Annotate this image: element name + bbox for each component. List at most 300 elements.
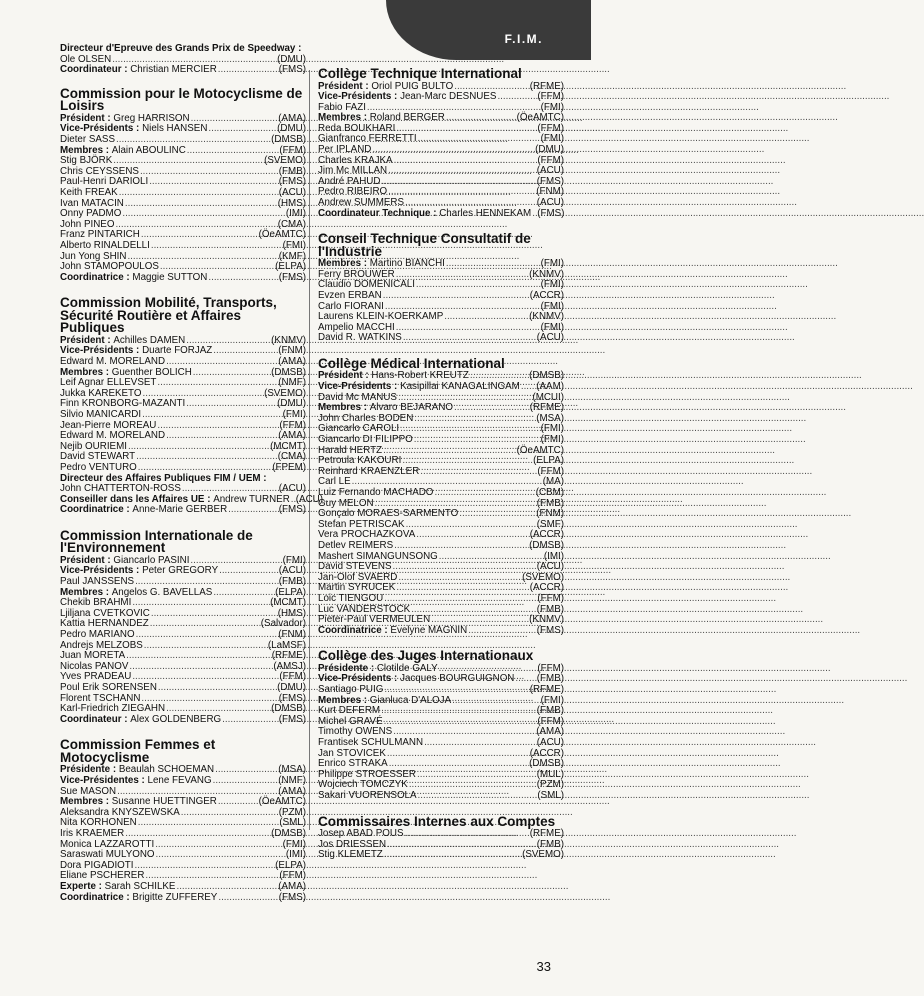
member-name: Jos DRIESSEN: [318, 838, 387, 850]
member-name: Silvio MANICARDI: [60, 408, 142, 420]
member-name: Vera PROCHAZKOVA: [318, 529, 416, 541]
dot-leader: [434, 488, 534, 499]
member-name: Luc VANDERSTOCK: [318, 603, 411, 615]
member-name: Reda BOUKHARI: [318, 122, 396, 134]
member-role: Président :: [60, 554, 111, 566]
member-name: David STEWART: [60, 451, 136, 463]
member-name: David Mc MANUS: [318, 391, 397, 403]
member-name: Jukka KAREKETO: [60, 387, 142, 399]
member-name: Paul-Henri DARIOLI: [60, 176, 149, 188]
member-name: Gianluca D'ALOJA: [369, 694, 452, 706]
member-federation: (FMS): [278, 176, 306, 188]
member-federation: (MCUI): [532, 391, 564, 403]
member-name: Niels HANSEN: [142, 123, 208, 135]
member-name: Andrew TURNER: [213, 493, 290, 505]
member-name: André PAHUD: [318, 175, 381, 187]
member-federation: (FFM): [279, 419, 306, 431]
member-role: Président :: [60, 334, 111, 346]
member-name: Stig BJÖRK: [60, 155, 113, 167]
dot-leader: [218, 65, 278, 76]
member-federation: (FMS): [278, 64, 306, 76]
member-federation: (ACU): [295, 493, 323, 505]
member-federation: (FMB): [278, 165, 306, 177]
member-federation: (LaMSF): [267, 639, 306, 651]
member-role: Membres :: [318, 112, 367, 124]
member-name: Pedro MARIANO: [60, 629, 135, 641]
member-row: [318, 541, 564, 552]
member-federation: (AMSJ): [273, 660, 306, 672]
member-role: Membres :: [318, 402, 367, 414]
member-row: [318, 209, 564, 220]
member-federation: (AMA): [278, 112, 306, 124]
member-name: Jun Yong SHIN: [60, 250, 127, 262]
member-name: Angelos G. BAVELLAS: [111, 586, 213, 598]
member-role: Coordinatrice :: [60, 504, 130, 516]
member-role: Coordinatrice :: [60, 271, 130, 283]
member-role: Coordinatrice :: [60, 891, 130, 903]
member-name: Nicolas PANOV: [60, 660, 129, 672]
member-name: John STAMOPOULOS: [60, 261, 159, 273]
commission-section: [318, 650, 564, 801]
member-federation: (FMB): [536, 497, 564, 509]
member-name: Jean-Marc DESNUES: [400, 91, 497, 103]
member-federation: (AMA): [536, 726, 564, 738]
member-name: Finn KRONBORG-MAZANTI: [60, 398, 186, 410]
member-role: Membres :: [318, 258, 367, 270]
member-name: Santiago PUIG: [318, 684, 384, 695]
section-title: Commission Femmes et Motocyclisme: [60, 737, 216, 765]
member-name: Aleksandra KNYSZEWSKA: [60, 806, 180, 818]
commission-section: [60, 527, 306, 726]
member-name: Dora PIGADIOTI: [60, 859, 134, 871]
member-federation: (FMI): [540, 300, 564, 312]
member-federation: (SVEMO): [522, 849, 564, 861]
member-federation: (RFME): [271, 650, 306, 662]
member-name: Ivan MATACIN: [60, 197, 124, 209]
section-title: Commission Internationale de l'Environnement: [60, 527, 253, 556]
member-name: Saraswati MULYONO: [60, 849, 155, 861]
member-federation: (ÖeAMTC): [258, 796, 306, 808]
member-row: [318, 850, 564, 861]
member-row: [60, 776, 306, 787]
member-federation: (KNMV): [529, 614, 564, 626]
dot-leader: [394, 541, 528, 552]
member-federation: (FFM): [537, 465, 564, 477]
member-federation: (ACU): [536, 197, 564, 209]
member-name: Alain ABOULINC: [111, 144, 186, 156]
member-federation: (NMF): [278, 774, 306, 786]
member-name: Sue MASON: [60, 785, 117, 797]
member-name: Petroula KAKOURI: [318, 455, 402, 467]
member-federation: (DMSB): [529, 539, 564, 551]
member-name: Alex GOLDENBERG: [130, 713, 222, 725]
member-name: Laurens KLEIN-KOERKAMP: [318, 311, 444, 323]
member-name: Beaulah SCHOEMAN: [118, 764, 215, 776]
member-federation: (SVEMO): [264, 155, 306, 167]
member-name: Ljiljana CVETKOVIC: [60, 607, 150, 619]
member-federation: (ELPA): [275, 859, 306, 871]
member-name: Per IPLAND: [318, 144, 372, 156]
member-federation: (FMS): [536, 175, 564, 187]
member-name: Stig KLEMETZ: [318, 849, 383, 861]
member-federation: (DMSB): [271, 366, 306, 378]
member-row: [60, 410, 306, 421]
member-name: David R. WATKINS: [318, 332, 402, 344]
dot-leader: [142, 410, 281, 421]
member-role: Membres :: [60, 366, 109, 378]
dot-leader: [468, 626, 536, 637]
commission-section: [60, 739, 306, 903]
member-federation: (DMU): [277, 398, 306, 410]
member-name: Karl-Friedrich ZIEGAHN: [60, 703, 166, 715]
member-federation: (ACCR): [529, 529, 564, 541]
member-name: Carlo FIORANI: [318, 300, 384, 312]
member-federation: (NMF): [278, 377, 306, 389]
member-federation: (PZM): [278, 806, 306, 818]
member-name: Jim Mc MILLAN: [318, 165, 388, 177]
member-name: Florent TSCHANN: [60, 692, 141, 704]
member-federation: (FFM): [537, 715, 564, 727]
member-role: Membres :: [60, 586, 109, 598]
member-name: Gianfranco FERRETTI: [318, 133, 417, 145]
member-federation: (FMS): [278, 713, 306, 725]
member-federation: (DMSB): [271, 133, 306, 145]
member-federation: (DMU): [535, 144, 564, 156]
member-role: Vice-Présidents :: [318, 673, 398, 685]
member-name: Loic TIENGOU: [318, 592, 384, 604]
member-federation: (FMS): [278, 271, 306, 283]
member-federation: (AMA): [278, 430, 306, 442]
member-name: Pedro RIBEIRO: [318, 186, 388, 198]
member-name: Pieter-Paul VERMEULEN: [318, 614, 431, 626]
member-role: Vice-Présidents :: [318, 91, 398, 103]
member-name: Onny PADMO: [60, 208, 122, 220]
member-federation: (FMS): [536, 624, 564, 636]
member-federation: (ELPA): [533, 455, 564, 467]
member-row: [318, 333, 564, 344]
member-federation: (ACU): [278, 186, 306, 198]
dot-leader: [228, 505, 278, 516]
dot-leader: [208, 273, 277, 284]
member-federation: (ÖeAMTC): [516, 112, 564, 124]
member-federation: (MCMT): [270, 597, 306, 609]
member-name: Susanne HUETTINGER: [111, 796, 217, 808]
member-name: Jan STOVICEK: [318, 747, 386, 759]
member-row: [318, 791, 564, 802]
member-federation: (ACU): [536, 332, 564, 344]
commission-section: [60, 85, 306, 284]
member-name: Anne-Marie GERBER: [132, 504, 228, 516]
member-name: Greg HARRISON: [113, 112, 190, 124]
member-federation: (AMA): [278, 880, 306, 892]
member-federation: (HMS): [277, 607, 306, 619]
member-name: Luiz Fernando MACHADO: [318, 487, 434, 498]
member-federation: (FMB): [536, 838, 564, 850]
member-federation: (SML): [537, 789, 564, 801]
member-name: Charles KRAJKA: [318, 154, 393, 166]
member-federation: (ACU): [278, 565, 306, 577]
member-role: Vice-Présidents :: [60, 123, 140, 135]
member-role: Présidente :: [318, 662, 375, 674]
page-number: 33: [536, 959, 551, 974]
member-federation: (FMI): [282, 554, 306, 566]
member-name: Michel GRAVÉ: [318, 715, 383, 727]
member-federation: (RFME): [529, 828, 564, 840]
member-name: Eliane PSCHERER: [60, 870, 145, 882]
member-federation: (DMSB): [271, 827, 306, 839]
member-federation: (FFM): [537, 91, 564, 103]
member-federation: (FFM): [537, 122, 564, 134]
member-federation: (SVEMO): [264, 387, 306, 399]
member-federation: (FMI): [540, 279, 564, 291]
member-federation: (KMF): [278, 250, 306, 262]
member-row: [318, 626, 564, 637]
header-label: F.I.M.: [504, 32, 543, 46]
dot-leader: [218, 893, 277, 904]
member-name: David STEVENS: [318, 561, 392, 573]
dot-leader: [158, 683, 276, 694]
member-federation: (FMB): [536, 673, 564, 685]
member-federation: (ÖeAMTC): [516, 444, 564, 456]
member-role: Président :: [318, 80, 369, 92]
commission-section: [318, 68, 564, 219]
member-name: Detlev REIMERS: [318, 539, 394, 551]
member-role: Membres :: [318, 694, 367, 706]
member-federation: (FMI): [282, 838, 306, 850]
member-federation: (MCMT): [270, 440, 306, 452]
dot-leader: [384, 850, 521, 861]
member-role: Coordinatrice :: [318, 624, 388, 636]
member-federation: (FMI): [540, 101, 564, 113]
member-name: Timothy OWENS: [318, 726, 393, 738]
member-role: Vice-Présidentes :: [60, 774, 145, 786]
dot-leader: [125, 829, 270, 840]
member-row: [60, 65, 306, 76]
section-heading: Directeur d'Epreuve des Grands Prix de Speedway :: [60, 43, 302, 54]
member-federation: (MUL): [536, 768, 564, 780]
section-title: Commissaires Internes aux Comptes: [318, 813, 556, 829]
section-title: Conseil Technique Consultatif de l'Industrie: [318, 231, 531, 259]
member-name: Philippe STROESSER: [318, 768, 417, 780]
member-federation: (DMU): [277, 53, 306, 65]
member-name: Leif Agnar ELLEVSET: [60, 377, 157, 389]
member-row: [60, 273, 306, 284]
member-federation: (FPEM): [272, 461, 306, 473]
member-name: Jan-Olof SVAERD: [318, 571, 398, 583]
member-federation: (RFME): [529, 80, 564, 92]
member-name: Clotilde GALY: [376, 662, 438, 674]
member-name: Nita KORHONEN: [60, 817, 137, 829]
member-name: Wojciech TOMCZYK: [318, 779, 408, 791]
member-federation: (FNM): [536, 508, 564, 520]
member-name: Fabio FAZI: [318, 101, 366, 113]
member-row: [60, 683, 306, 694]
member-role: Coordinateur Technique :: [318, 207, 437, 219]
member-name: Charles HENNEKAM: [439, 207, 532, 219]
member-federation: (FNM): [278, 629, 306, 641]
member-role: Président :: [318, 370, 369, 382]
member-role: Président :: [60, 112, 111, 124]
member-name: Andrejs MELZOBS: [60, 639, 143, 651]
member-federation: (FMI): [540, 434, 564, 446]
right-column: [318, 0, 564, 875]
member-name: Paul JANSSENS: [60, 576, 135, 588]
dot-leader: [116, 135, 270, 146]
dot-leader: [383, 291, 529, 302]
member-name: Ferry BROUWER: [318, 268, 395, 280]
member-federation: (FMI): [540, 258, 564, 270]
member-name: Josep ABAD POUS: [318, 828, 404, 840]
member-name: Achilles DAMEN: [113, 334, 186, 346]
member-name: Brigitte ZUFFEREY: [132, 891, 218, 903]
member-federation: (ACU): [536, 561, 564, 573]
member-name: Evzen ERBAN: [318, 290, 382, 301]
dot-leader: [138, 463, 271, 474]
dot-leader: [384, 594, 536, 605]
member-federation: (AAM): [536, 381, 564, 393]
member-row: [60, 715, 306, 726]
member-name: Jacques BOURGUIGNON: [400, 673, 515, 685]
member-name: Oriol PUIG BULTO: [371, 80, 454, 92]
member-name: Giancarlo DI FILIPPO: [318, 434, 413, 446]
member-name: Ole OLSEN: [60, 53, 112, 65]
member-name: Sarah SCHILKE: [104, 880, 176, 892]
member-federation: (DMSB): [529, 370, 564, 382]
member-name: Harald HERTZ: [318, 444, 383, 456]
member-row: [60, 463, 306, 474]
member-federation: (FMB): [278, 576, 306, 588]
member-name: Alvaro BEJARANO: [369, 402, 454, 414]
member-name: Yves PRADEAU: [60, 671, 132, 683]
member-federation: (FFM): [279, 870, 306, 882]
member-federation: (FMB): [536, 603, 564, 615]
member-federation: (ACCR): [529, 582, 564, 594]
dot-leader: [119, 188, 278, 199]
dot-leader: [424, 738, 536, 749]
member-name: Pedro VENTURO: [60, 461, 137, 473]
member-row: [60, 188, 306, 199]
member-name: Andrew SUMMERS: [318, 197, 405, 209]
member-role: Vice-Présidents :: [60, 565, 140, 577]
member-row: [60, 505, 306, 516]
member-name: Lene FEVANG: [147, 774, 212, 786]
commission-section: [318, 233, 564, 344]
section-title: Collège des Juges Internationaux: [318, 648, 534, 664]
member-federation: (PZM): [536, 779, 564, 791]
member-name: Chekib BRAHMI: [60, 597, 132, 609]
member-row: [318, 685, 564, 696]
member-federation: (IMI): [543, 550, 564, 562]
member-name: Chris CEYSSENS: [60, 165, 139, 177]
member-name: Juan MORETA: [60, 650, 126, 662]
member-name: Kasipillai KANAGALINGAM: [400, 381, 520, 393]
member-federation: (IMI): [285, 208, 306, 220]
member-role: Coordinateur :: [60, 713, 128, 725]
member-federation: (ACCR): [529, 747, 564, 759]
member-name: Hans-Robert KREUTZ: [371, 370, 469, 382]
member-name: John Charles BODEN: [318, 412, 414, 424]
member-name: John CHATTERTON-ROSS: [60, 483, 181, 495]
member-name: Keith FREAK: [60, 186, 118, 198]
member-federation: (FFM): [279, 144, 306, 156]
dot-leader: [166, 357, 277, 368]
member-federation: (SVEMO): [522, 571, 564, 583]
member-name: Ampelio MACCHI: [318, 321, 395, 333]
member-name: Evelyne MAGNIN: [390, 624, 468, 636]
member-row: [318, 291, 564, 302]
member-row: [60, 241, 306, 252]
member-federation: (SML): [279, 817, 306, 829]
left-column: [60, 0, 323, 917]
dot-leader: [418, 791, 537, 802]
member-name: Edward M. MORELAND: [60, 430, 166, 442]
member-name: Monica LAZZAROTTI: [60, 838, 155, 850]
member-federation: (CBM): [535, 487, 564, 498]
member-federation: (FMI): [540, 321, 564, 333]
member-federation: (FMI): [540, 423, 564, 435]
member-federation: (Salvador): [260, 618, 306, 630]
member-name: Giancarlo CAROLI: [318, 423, 400, 435]
member-federation: (MA): [542, 476, 564, 488]
member-row: [318, 738, 564, 749]
member-name: Edward M. MORELAND: [60, 355, 166, 367]
member-federation: (FMS): [537, 207, 565, 219]
member-name: Reinhard KRAENZLER: [318, 465, 420, 477]
section-title: Commission Mobilité, Transports, Sécurité Routière et Affaires Publiques: [60, 295, 277, 336]
member-name: Christian MERCIER: [130, 64, 217, 76]
section-title: Collège Technique International: [318, 66, 522, 81]
member-name: Peter GREGORY: [142, 565, 219, 577]
member-federation: (DMSB): [271, 703, 306, 715]
member-federation: (FNM): [536, 186, 564, 198]
member-row: [318, 488, 564, 499]
member-federation: (SMF): [536, 518, 564, 530]
member-row: [60, 135, 306, 146]
member-federation: (HMS): [277, 197, 306, 209]
dot-leader: [213, 776, 278, 787]
member-federation: (ACU): [536, 165, 564, 177]
member-role: Experte :: [60, 880, 102, 892]
member-federation: (FMS): [278, 692, 306, 704]
section-title: Commission pour le Motocyclisme de Loisirs: [60, 85, 303, 114]
member-role: Membres :: [60, 796, 109, 808]
member-federation: (DMU): [277, 123, 306, 135]
member-federation: (CMA): [277, 451, 306, 463]
member-federation: (ÖeAMTC): [258, 229, 306, 241]
member-name: Nejib OURIEMI: [60, 440, 127, 452]
member-federation: (FFM): [537, 592, 564, 604]
dot-leader: [176, 882, 277, 893]
member-name: Kattia HERNANDEZ: [60, 618, 149, 630]
member-name: Stefan PETRISCAK: [318, 518, 405, 530]
member-federation: (KNMV): [529, 268, 564, 280]
member-name: Martino BIANCHI: [369, 258, 445, 270]
member-federation: (KNMV): [529, 311, 564, 323]
dot-leader: [532, 209, 536, 220]
member-federation: (MSA): [536, 412, 564, 424]
member-name: John PINEO: [60, 218, 115, 230]
member-row: [318, 594, 564, 605]
member-federation: (FMI): [540, 694, 564, 706]
member-name: Kurt DEFERM: [318, 705, 381, 717]
member-name: Sakari VUORENSOLA: [318, 789, 417, 801]
member-role: Vice-Présidents :: [318, 381, 398, 393]
member-role: Vice-Présidents :: [60, 345, 140, 357]
member-name: Duarte FORJAZ: [142, 345, 213, 357]
member-name: Alberto RINALDELLI: [60, 239, 150, 251]
member-federation: (ACU): [278, 483, 306, 495]
commission-section: [318, 813, 564, 861]
